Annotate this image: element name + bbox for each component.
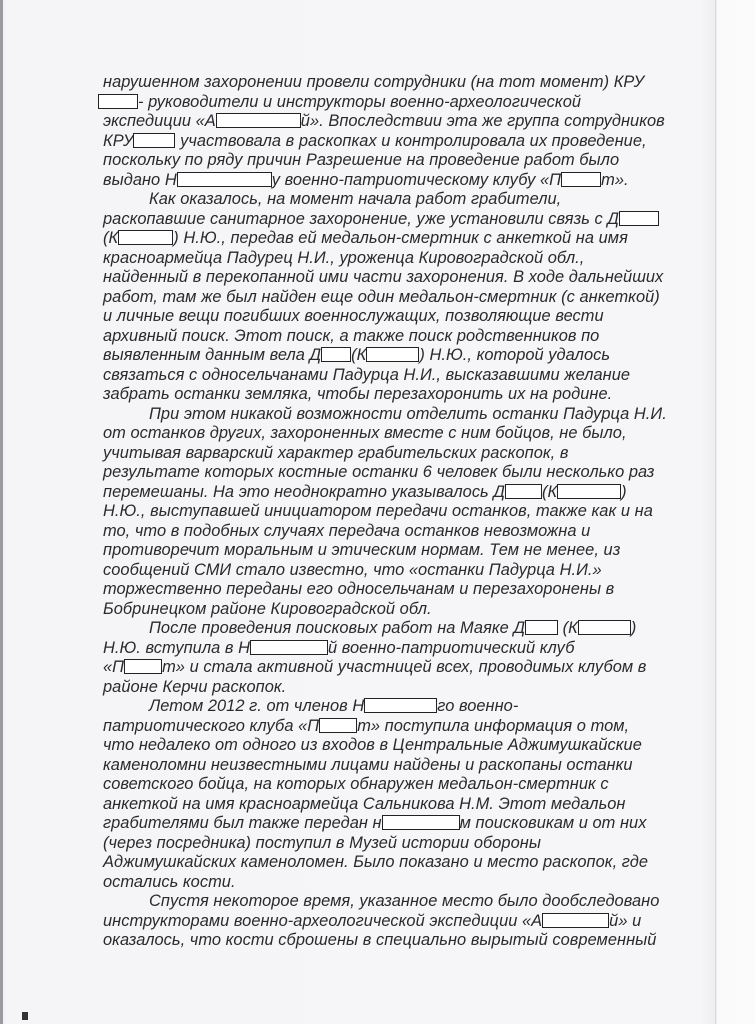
text-line bbox=[103, 892, 659, 911]
text-line bbox=[103, 112, 665, 131]
text-line bbox=[103, 249, 584, 268]
text-segment: от останков других, захороненных вместе с ним бойцов, не было, bbox=[103, 424, 627, 442]
redaction-box bbox=[561, 172, 601, 187]
text-segment: й». Впоследствии эта же группа сотрудников bbox=[300, 112, 665, 130]
text-segment: поскольку по ряду причин Разрешение на проведение работ было bbox=[103, 151, 620, 169]
text-line bbox=[103, 210, 659, 229]
text-segment: ) bbox=[621, 482, 627, 501]
text-segment: (через посредника) поступил в Музей истории обороны bbox=[103, 833, 541, 852]
redaction-box bbox=[133, 133, 175, 148]
text-segment: перемешаны. На это неоднократно указывалось Д bbox=[103, 482, 505, 501]
redaction-box bbox=[557, 484, 621, 499]
text-line bbox=[103, 619, 636, 638]
text-segment: связаться с односельчанами Падурца Н.И., высказавшими желание bbox=[103, 365, 631, 384]
text-line bbox=[103, 483, 627, 502]
text-segment: раскопавшие санитарное захоронение, уже установили связь с Д bbox=[103, 209, 619, 228]
text-segment: найденный в перекопанной ими части захоронения. В ходе дальнейших bbox=[103, 268, 664, 286]
text-segment: красноармейца Падурец Н.И., уроженца Кировоградской обл., bbox=[103, 248, 585, 267]
text-segment: то, что в подобных случаях передача останков невозможна и bbox=[103, 521, 591, 540]
text-line bbox=[103, 444, 568, 463]
redaction-box bbox=[98, 94, 138, 109]
redaction-box bbox=[364, 698, 437, 713]
redaction-box bbox=[124, 659, 162, 674]
text-segment: т» и стала активной участницей всех, проводимых клубом в bbox=[162, 658, 647, 676]
text-line bbox=[103, 561, 602, 580]
text-line bbox=[103, 775, 609, 794]
text-segment: т» поступила информация о том, bbox=[357, 716, 630, 735]
text-segment: участвовала в раскопках и контролировала их проведение, bbox=[175, 131, 647, 150]
text-segment: что недалеко от одного из входов в Центральные Аджимушкайские bbox=[103, 736, 642, 754]
text-line bbox=[103, 132, 647, 151]
scan-mark bbox=[22, 1012, 28, 1020]
text-segment: забрать останки земляка, чтобы перезахоронить их на родине. bbox=[103, 385, 613, 403]
text-line bbox=[103, 288, 660, 307]
text-segment: торжественно переданы его односельчанам и перезахоронены в bbox=[103, 580, 615, 598]
text-line bbox=[103, 522, 590, 541]
text-segment: районе Керчи раскопок. bbox=[103, 677, 287, 696]
text-segment: ) bbox=[630, 619, 637, 637]
text-segment: у военно-патриотическому клубу «П bbox=[271, 170, 562, 189]
text-segment: оказалось, что кости сброшены в специально вырытый современный bbox=[103, 931, 657, 949]
text-segment: Аджимушкайских каменоломен. Было показано и место раскопок, где bbox=[103, 853, 648, 871]
text-line bbox=[103, 307, 604, 326]
redaction-box bbox=[382, 815, 460, 830]
text-segment: каменоломни неизвестными лицами найдены и раскопаны останки bbox=[103, 755, 633, 774]
text-segment: КРУ bbox=[103, 131, 134, 150]
text-segment: учитывая варварский характер грабительских раскопок, в bbox=[103, 443, 569, 462]
text-segment: (К bbox=[558, 619, 578, 637]
text-segment: й» и bbox=[609, 911, 642, 930]
text-line bbox=[103, 678, 286, 697]
text-segment: нарушенном захоронении провели сотрудники (на тот момент) КРУ bbox=[103, 73, 645, 91]
text-segment: го военно- bbox=[437, 697, 519, 715]
text-segment: противоречит моральным и этическим нормам. Тем не менее, из bbox=[103, 541, 621, 559]
text-segment: архивный поиск. Этот поиск, а также поиск родственников по bbox=[103, 326, 600, 345]
text-segment: Бобринецком районе Кировоградской обл. bbox=[103, 599, 432, 618]
text-segment: патриотического клуба «П bbox=[103, 716, 320, 735]
text-line bbox=[103, 658, 646, 677]
text-line bbox=[103, 424, 627, 443]
text-segment: (К bbox=[541, 482, 558, 501]
text-line bbox=[103, 639, 575, 658]
text-line bbox=[103, 580, 614, 599]
text-line bbox=[103, 346, 610, 365]
text-line bbox=[103, 73, 644, 92]
text-segment: ) Н.Ю., которой удалось bbox=[419, 346, 611, 364]
redaction-box bbox=[366, 347, 419, 362]
text-line bbox=[103, 171, 629, 190]
text-segment: и личные вещи погибших военнослужащих, позволяющие вести bbox=[103, 307, 604, 325]
redaction-box bbox=[118, 230, 173, 245]
text-segment: работ, там же был найден еще один медальон-смертник (с анкеткой) bbox=[103, 287, 660, 306]
text-segment: советского бойца, на которых обнаружен медальон-смертник с bbox=[103, 775, 609, 793]
text-line bbox=[103, 327, 599, 346]
text-segment: - руководители и инструкторы военно-археологической bbox=[138, 92, 582, 111]
text-segment: Н.Ю., выступавшей инициатором передачи останков, также как и на bbox=[103, 502, 653, 520]
text-segment: ) Н.Ю., передав ей медальон-смертник с анкеткой на имя bbox=[173, 229, 628, 247]
text-line bbox=[103, 385, 612, 404]
text-segment: выявленным данным вела Д bbox=[103, 346, 322, 364]
text-line bbox=[103, 190, 561, 209]
text-segment: остались кости. bbox=[103, 872, 236, 891]
text-line bbox=[103, 756, 633, 775]
text-line bbox=[103, 229, 628, 248]
redaction-box bbox=[321, 347, 351, 362]
redaction-box bbox=[250, 640, 328, 655]
text-segment: результате которых костные останки 6 человек были несколько раз bbox=[103, 463, 655, 481]
text-line bbox=[103, 366, 630, 385]
text-line bbox=[103, 717, 629, 736]
text-segment: экспедиции «А bbox=[103, 112, 216, 130]
text-segment: (К bbox=[103, 229, 119, 247]
text-segment: грабителями был также передан н bbox=[103, 814, 382, 832]
text-line bbox=[103, 463, 654, 482]
text-segment: При этом никакой возможности отделить останки Падурца Н.И. bbox=[149, 404, 667, 423]
text-segment: анкеткой на имя красноармейца Сальникова Н.М. Этот медальон bbox=[103, 794, 626, 813]
text-line bbox=[103, 405, 667, 424]
text-line bbox=[103, 795, 625, 814]
redaction-box bbox=[216, 113, 301, 128]
text-segment: й военно-патриотический клуб bbox=[327, 638, 575, 657]
text-line bbox=[103, 502, 653, 521]
text-line bbox=[103, 834, 541, 853]
text-segment: (К bbox=[351, 346, 367, 364]
text-segment: После проведения поисковых работ на Маяке Д bbox=[149, 619, 526, 637]
redaction-box bbox=[525, 620, 558, 635]
text-segment: Летом 2012 г. от членов Н bbox=[149, 697, 365, 715]
text-segment: Как оказалось, на момент начала работ грабители, bbox=[149, 190, 562, 208]
redaction-box bbox=[319, 718, 357, 733]
redaction-box bbox=[505, 484, 542, 499]
redaction-box bbox=[542, 913, 609, 928]
text-line bbox=[103, 814, 646, 833]
text-line bbox=[103, 931, 656, 950]
text-line bbox=[103, 541, 620, 560]
scan-edge-left bbox=[0, 0, 3, 1024]
text-segment: выдано Н bbox=[103, 170, 177, 189]
text-segment: т». bbox=[601, 170, 629, 189]
text-line bbox=[103, 873, 236, 892]
text-segment: м поисковикам и от них bbox=[459, 814, 647, 832]
text-line bbox=[103, 853, 648, 872]
text-line bbox=[103, 268, 663, 287]
text-segment: Н.Ю. вступила в Н bbox=[103, 638, 250, 657]
redaction-box bbox=[177, 172, 272, 187]
text-line bbox=[103, 600, 432, 619]
text-line bbox=[98, 93, 581, 112]
text-line bbox=[103, 697, 518, 716]
scan-edge-right bbox=[715, 0, 716, 1024]
text-segment: инструкторами военно-археологической экспедиции «А bbox=[103, 911, 543, 930]
text-segment: Спустя некоторое время, указанное место было дообследовано bbox=[149, 892, 660, 910]
text-segment: «П bbox=[103, 658, 125, 676]
text-line bbox=[103, 912, 641, 931]
text-line bbox=[103, 151, 619, 170]
redaction-box bbox=[619, 211, 659, 226]
text-segment: сообщений СМИ стало известно, что «останки Падурца Н.И.» bbox=[103, 560, 602, 579]
redaction-box bbox=[578, 620, 631, 635]
text-line bbox=[103, 736, 642, 755]
